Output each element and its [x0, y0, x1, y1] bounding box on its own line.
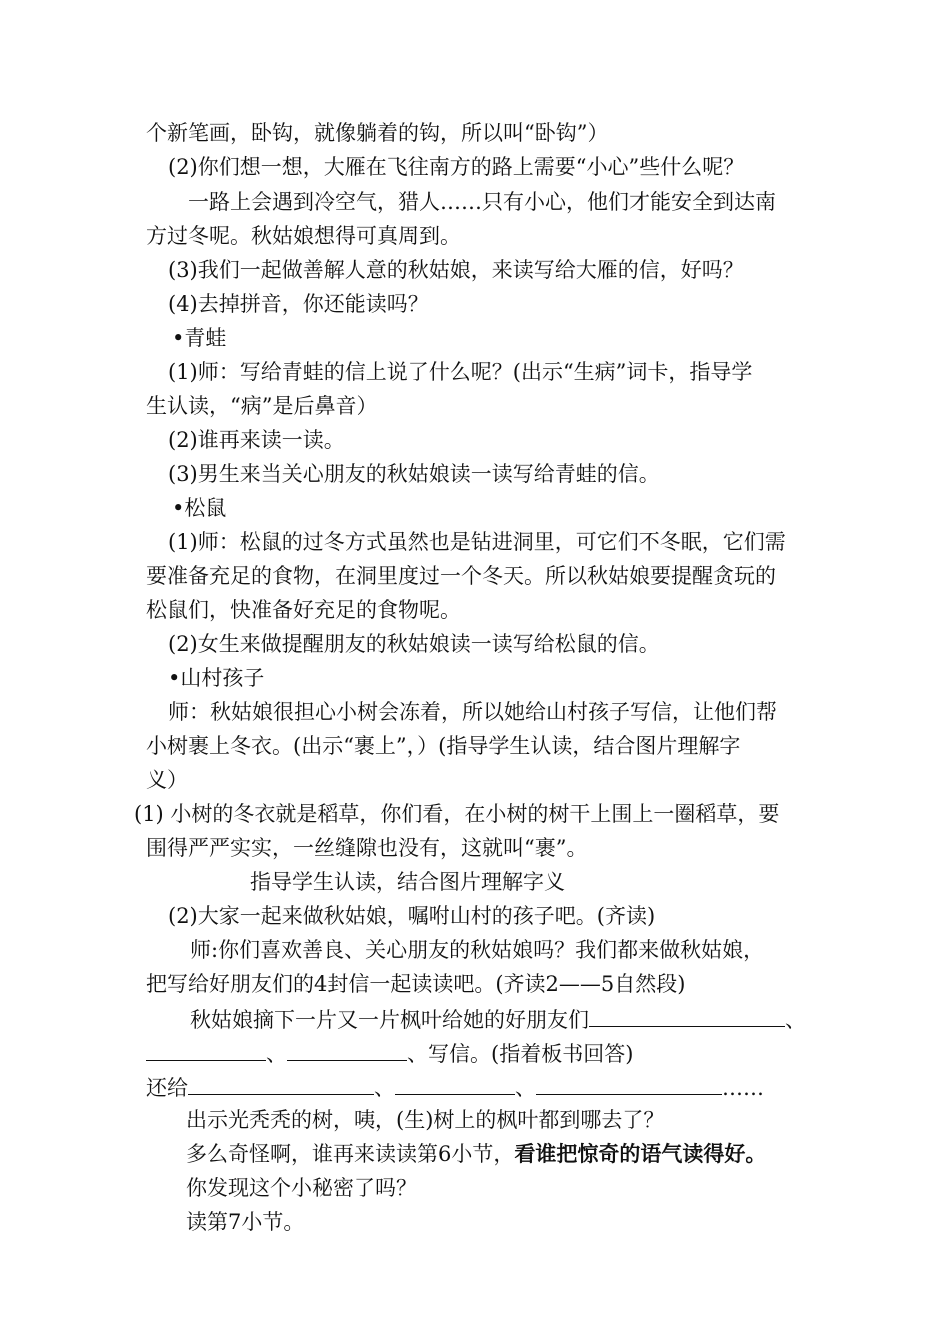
section-heading-village-children: •山村孩子: [168, 666, 265, 690]
text-line: (4)去掉拼音，你还能读吗？: [168, 292, 429, 316]
text-line: 小树裹上冬衣。(出示“裹上”，）(指导学生认读，结合图片理解字: [146, 734, 741, 758]
fill-blank-line-3: [146, 1074, 764, 1100]
text-line: (3)我们一起做善解人意的秋姑娘，来读写给大雁的信，好吗？: [168, 258, 744, 282]
text-line: (2)你们想一想，大雁在飞往南方的路上需要“小心”些什么呢？: [168, 155, 745, 179]
text-line: 指导学生认读，结合图片理解字义: [250, 870, 565, 894]
text-line: (3)男生来当关心朋友的秋姑娘读一读写给青蛙的信。: [168, 462, 660, 486]
text-line: (2)大家一起来做秋姑娘，嘱咐山村的孩子吧。(齐读): [168, 904, 656, 928]
text-line: 方过冬呢。秋姑娘想得可真周到。: [146, 224, 461, 248]
text-line: 生认读，“病”是后鼻音）: [146, 394, 378, 418]
ellipsis: ……: [722, 1076, 764, 1100]
text-line: (1) 小树的冬衣就是稻草，你们看，在小树的树干上围上一圈稻草，要: [134, 802, 780, 826]
text-line: 松鼠们，快准备好充足的食物呢。: [146, 598, 461, 622]
text-line: 把写给好朋友们的4封信一起读读吧。(齐读2——5自然段): [146, 972, 686, 996]
text-line: 一路上会遇到冷空气，猎人……只有小心，他们才能安全到达南: [188, 190, 776, 214]
text-line: (2)女生来做提醒朋友的秋姑娘读一读写给松鼠的信。: [168, 632, 660, 656]
separator: 、: [785, 1008, 806, 1032]
text-line: 出示光秃秃的树，咦，(生)树上的枫叶都到哪去了？: [186, 1108, 665, 1132]
answer-blank[interactable]: [188, 1074, 374, 1095]
text-line: (1)师：写给青蛙的信上说了什么呢？(出示“生病”词卡，指导学: [168, 360, 753, 384]
text-plain: 多么奇怪啊，谁再来读读第6小节，: [186, 1142, 515, 1166]
text-line: 要准备充足的食物，在洞里度过一个冬天。所以秋姑娘要提醒贪玩的: [146, 564, 776, 588]
fill-prompt: 秋姑娘摘下一片又一片枫叶给她的好朋友们: [190, 1008, 589, 1032]
text-line: 个新笔画，卧钩，就像躺着的钩，所以叫“卧钩”）: [146, 121, 609, 145]
separator: 、: [515, 1076, 536, 1100]
text-line: 读第7小节。: [186, 1210, 305, 1234]
text-line: (2)谁再来读一读。: [168, 428, 345, 452]
fill-blank-line-2: [146, 1040, 633, 1066]
text-bold: 看谁把惊奇的语气读得好。: [514, 1141, 767, 1166]
section-heading-frog: •青蛙: [172, 326, 227, 350]
text-line: 师:你们喜欢善良、关心朋友的秋姑娘吗？我们都来做秋姑娘，: [190, 938, 765, 962]
fill-instruction: 、写信。(指着板书回答): [407, 1042, 634, 1066]
answer-blank[interactable]: [287, 1040, 407, 1061]
text-line: 围得严严实实，一丝缝隙也没有，这就叫“裹”。: [146, 836, 588, 860]
answer-blank[interactable]: [395, 1074, 515, 1095]
text-line: (1)师：松鼠的过冬方式虽然也是钻进洞里，可它们不冬眠，它们需: [168, 530, 786, 554]
separator: 、: [374, 1076, 395, 1100]
fill-blank-line-1: [190, 1006, 806, 1032]
text-line: 义）: [146, 768, 188, 792]
answer-blank[interactable]: [536, 1074, 722, 1095]
answer-blank[interactable]: [589, 1006, 785, 1027]
text-line: 你发现这个小秘密了吗？: [186, 1176, 417, 1200]
separator: 、: [266, 1042, 287, 1066]
section-heading-squirrel: •松鼠: [172, 496, 227, 520]
fill-prompt: 还给: [146, 1076, 188, 1100]
answer-blank[interactable]: [146, 1040, 266, 1061]
text-line-emphasis: [186, 1142, 766, 1166]
text-line: 师：秋姑娘很担心小树会冻着，所以她给山村孩子写信，让他们帮: [168, 700, 777, 724]
